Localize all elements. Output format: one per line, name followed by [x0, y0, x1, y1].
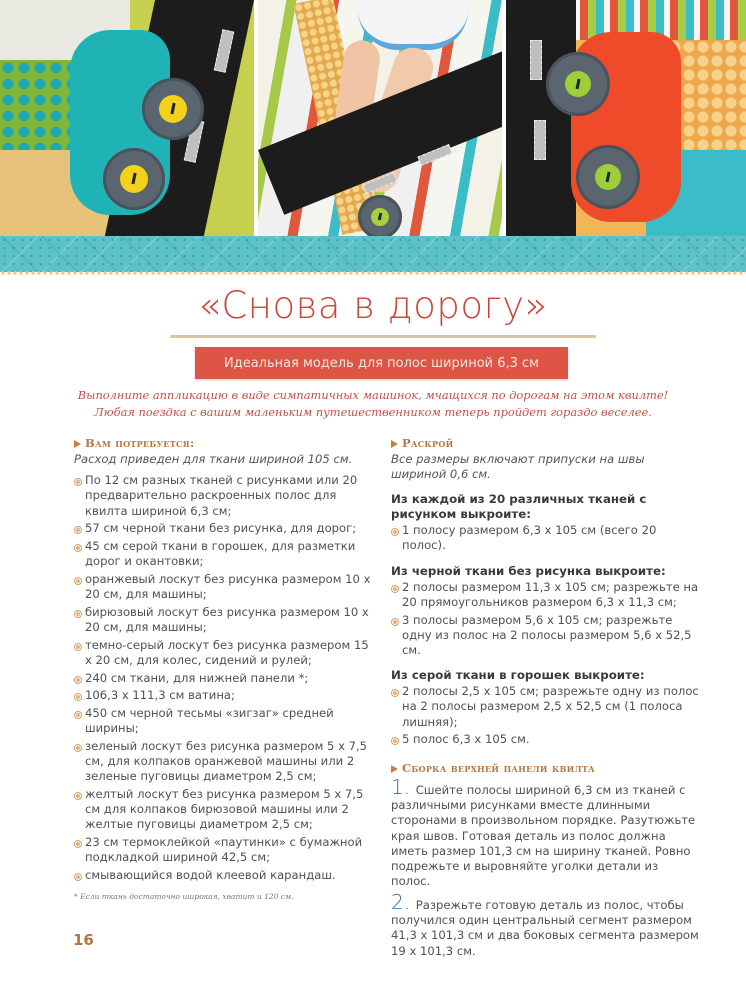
lede-line: Любая поездка с вашим маленьким путешественником теперь пройдет гораздо веселее.	[94, 405, 652, 419]
step-number: 2.	[391, 889, 411, 914]
road-marking	[534, 120, 546, 160]
cutting-column	[391, 436, 701, 959]
materials-item: смывающийся водой клеевой карандаш.	[74, 868, 374, 883]
assembly-step	[391, 889, 701, 959]
materials-heading-text: Вам потребуется:	[85, 436, 195, 450]
materials-item: 45 см серой ткани в горошек, для разметки дорог и окантовки;	[74, 539, 374, 569]
cutting-item: 2 полосы 2,5 х 105 см; разрежьте одну из полос на 2 полосы размером 2,5 х 52,5 см (1 полоса лишняя);	[391, 684, 701, 730]
materials-item: оранжевый лоскут без рисунка размером 10 х 20 см, для машины;	[74, 572, 374, 602]
cutting-group-title: Из каждой из 20 различных тканей с рисунком выкроите:	[391, 492, 647, 522]
assembly-heading-text: Сборка верхней панели квилта	[402, 761, 595, 776]
materials-item: 106,3 х 111,3 см ватина;	[74, 688, 374, 703]
wheel	[546, 52, 610, 116]
cutting-group-title: Из серой ткани в горошек выкроите:	[391, 668, 645, 683]
materials-item: 240 см ткани, для нижней панели *;	[74, 671, 374, 686]
cutting-list	[391, 523, 701, 553]
footnote: * Если ткань достаточно широкая, хватит и 120 см.	[74, 892, 294, 902]
page-title: «Снова в дорогу»	[198, 284, 548, 327]
materials-note: Расход приведен для ткани шириной 105 см.	[74, 452, 353, 467]
subtitle-banner	[195, 347, 568, 379]
cutting-heading-text: Раскрой	[402, 436, 454, 450]
materials-item: желтый лоскут без рисунка размером 5 х 7,5 см для колпаков бирюзовой машины или 2 желтые пуговицы диаметром 2,5 см;	[74, 787, 374, 833]
photo-strip	[0, 0, 746, 236]
materials-item: бирюзовый лоскут без рисунка размером 10 х 20 см, для машины;	[74, 605, 374, 635]
subtitle-text: Идеальная модель для полос шириной 6,3 см	[223, 355, 539, 371]
materials-item: 450 см черной тесьмы «зигзаг» средней ширины;	[74, 706, 374, 736]
cutting-note: Все размеры включают припуски на швы шириной 0,6 см.	[391, 452, 645, 482]
step-text: Сшейте полосы шириной 6,3 см из тканей с различными рисунками вместе длинными сторонами в произвольном порядке. Разутюжьте края швов. Готовая деталь из полос должна иметь размер 101,3 см на ширину тканей. Ровно подрежьте и выровняйте уголки детали из полос.	[391, 782, 696, 889]
cutting-item: 2 полосы размером 11,3 х 105 см; разрежьте на 20 прямоугольников размером 6,3 х 11,3 см;	[391, 580, 701, 610]
baby-on-quilt-photo	[258, 0, 502, 236]
wheel	[142, 78, 204, 140]
cutting-item: 5 полос 6,3 х 105 см.	[391, 732, 701, 747]
assembly-heading	[391, 761, 701, 776]
triangle-bullet-icon	[74, 440, 81, 448]
materials-heading	[74, 436, 374, 451]
materials-item: темно-серый лоскут без рисунка размером 15 х 20 см, для колес, сидений и рулей;	[74, 638, 374, 668]
triangle-bullet-icon	[391, 765, 398, 773]
hubcap	[159, 95, 187, 123]
materials-item: По 12 см разных тканей с рисунками или 20 предварительно раскроенных полос для квилта шириной 6,3 см;	[74, 473, 374, 519]
materials-column	[74, 436, 374, 904]
road-marking	[530, 40, 542, 80]
lede-line: Выполните аппликацию в виде симпатичных машинок, мчащихся по дорогам на этом квилте!	[77, 388, 669, 402]
cutting-group-title: Из черной ткани без рисунка выкроите:	[391, 563, 666, 578]
materials-item: зеленый лоскут без рисунка размером 5 х 7,5 см, для колпаков оранжевой машины или 2 зеленые пуговицы диаметром 2,5 см;	[74, 739, 374, 785]
step-text: Разрежьте готовую деталь из полос, чтобы получился один центральный сегмент размером 41,3 х 101,3 см и два боковых сегмента размером 19 х 101,3 см.	[391, 897, 699, 958]
cutting-list	[391, 580, 701, 659]
wheel	[358, 195, 402, 236]
turquoise-car-quilt-photo	[0, 0, 254, 236]
hubcap	[565, 71, 591, 97]
title-divider	[170, 335, 596, 338]
assembly-step	[391, 774, 701, 890]
hubcap	[371, 208, 389, 226]
materials-item: 57 см черной ткани без рисунка, для дорог;	[74, 521, 374, 536]
hubcap	[595, 164, 621, 190]
road	[506, 0, 576, 236]
page-number: 16	[73, 931, 94, 949]
hubcap	[120, 165, 148, 193]
materials-list	[74, 473, 374, 883]
materials-item: 23 см термоклейкой «паутинки» с бумажной подкладкой шириной 42,5 см;	[74, 835, 374, 865]
cutting-list	[391, 684, 701, 747]
quilted-band	[0, 236, 746, 272]
wheel	[103, 148, 165, 210]
wheel	[576, 145, 640, 209]
orange-car-quilt-photo	[506, 0, 746, 236]
lede	[40, 387, 706, 421]
cutting-item: 3 полосы размером 5,6 х 105 см; разрежьте одну из полос на 2 полосы размером 5,6 х 52,5 см.	[391, 613, 701, 659]
cutting-item: 1 полосу размером 6,3 х 105 см (всего 20 полос).	[391, 523, 701, 553]
triangle-bullet-icon	[391, 440, 398, 448]
step-number: 1.	[391, 774, 411, 799]
cutting-heading	[391, 436, 701, 451]
band-stitch-edge	[0, 270, 746, 276]
